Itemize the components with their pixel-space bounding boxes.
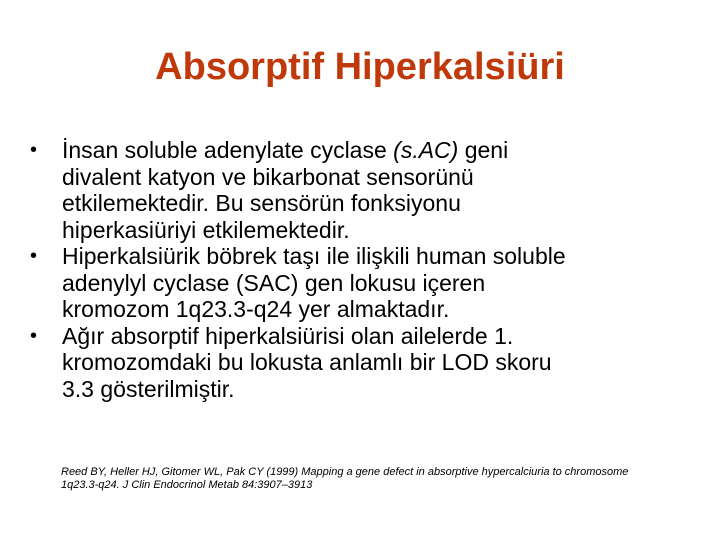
bullet-1-line-1-italic: (s.AC) <box>393 137 459 163</box>
bullet-icon: • <box>30 139 38 161</box>
bullet-2-line-3: kromozom 1q23.3-q24 yer almaktadır. <box>62 296 450 322</box>
reference-citation <box>61 466 711 491</box>
bullet-icon: • <box>30 245 38 267</box>
bullet-1-line-1 <box>62 137 700 164</box>
bullet-item-2 <box>30 243 700 323</box>
bullet-item-1 <box>30 137 700 243</box>
bullet-3-line-3: 3.3 gösterilmiştir. <box>62 375 235 402</box>
bullet-2-line-1: Hiperkalsiürik böbrek taşı ile ilişkili human soluble <box>62 243 566 269</box>
reference-line-1: Reed BY, Heller HJ, Gitomer WL, Pak CY (1999) Mapping a gene defect in absorptive hypercalciuria to chromosome <box>61 466 629 478</box>
bullet-icon: • <box>30 324 38 347</box>
bullet-1-line-1-pre: İnsan soluble adenylate cyclase <box>62 137 394 163</box>
reference-line-2: 1q23.3-q24. J Clin Endocrinol Metab 84:3907–3913 <box>61 478 313 491</box>
bullet-3-line-2: kromozomdaki bu lokusta anlamlı bir LOD skoru <box>62 349 552 375</box>
bullet-1-line-3: etkilemektedir. Bu sensörün fonksiyonu <box>62 190 461 216</box>
bullet-1-line-1-post: geni <box>458 137 509 163</box>
slide-title: Absorptif Hiperkalsiüri <box>155 46 565 88</box>
bullet-2-line-2: adenylyl cyclase (SAC) gen lokusu içeren <box>62 269 486 296</box>
bullet-1-line-2: divalent katyon ve bikarbonat sensorünü <box>62 163 474 190</box>
bullet-3-line-1: Ağır absorptif hiperkalsiürisi olan ailelerde 1. <box>62 322 514 349</box>
bullet-1-line-4: hiperkasiüriyi etkilemektedir. <box>62 216 350 243</box>
bullet-item-3 <box>30 323 700 403</box>
bullet-list <box>30 137 700 402</box>
